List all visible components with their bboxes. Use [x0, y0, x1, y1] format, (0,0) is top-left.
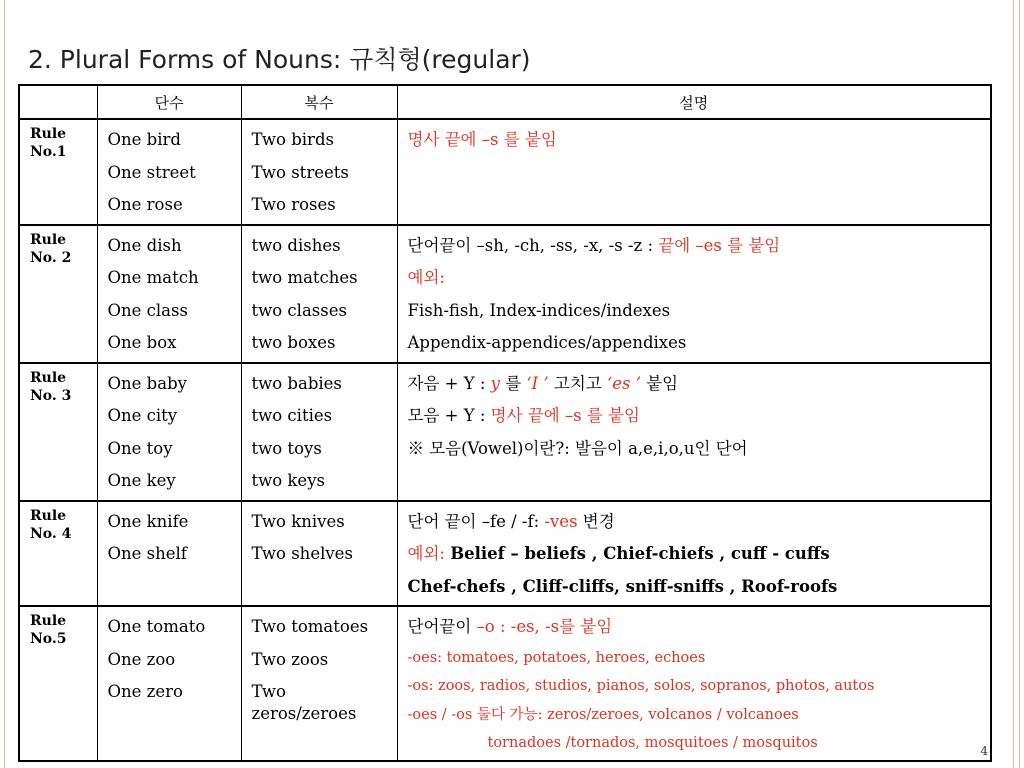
description-line: 명사 끝에 –s 를 붙임: [407, 130, 557, 149]
connector-text: 를: [499, 373, 527, 393]
exception-examples: Chef-chefs , Cliff-cliffs, sniff-sniffs , Roof-roofs: [407, 576, 838, 596]
table-row: [19, 119, 991, 225]
singular-cell: [97, 501, 241, 607]
singular-item: One zoo: [107, 649, 176, 669]
singular-item: One box: [107, 333, 177, 352]
plural-item: two classes: [251, 300, 347, 320]
singular-item: One match: [107, 268, 199, 287]
right-decor-line: [1019, 0, 1020, 768]
connector-text: 고치고: [548, 373, 607, 393]
rule-label-cell: [19, 606, 97, 761]
singular-item: One class: [107, 300, 188, 320]
table-row: [19, 363, 991, 501]
rule-number: No. 2: [30, 249, 72, 266]
singular-item: One shelf: [107, 544, 187, 563]
header-description: 설명: [397, 85, 991, 119]
description-note: ※ 모음(Vowel)이란?: 발음이 a,e,i,o,u인 단어: [407, 438, 748, 458]
table-row: [19, 501, 991, 607]
plural-item: Two shelves: [251, 544, 353, 563]
rule-label: Rule: [30, 369, 67, 386]
rule-label-cell: [19, 363, 97, 501]
singular-cell: [97, 363, 241, 501]
description-cell: [397, 363, 991, 501]
rule-number: No. 4: [30, 525, 72, 542]
singular-item: One zero: [107, 682, 183, 701]
description-line: [408, 400, 985, 433]
plural-item: Two tomatoes: [251, 617, 369, 636]
slide-title: 2. Plural Forms of Nouns: 규칙형(regular): [28, 45, 531, 74]
letter-i: ‘I ’: [526, 373, 549, 393]
rule-condition: 모음 + Y :: [407, 406, 491, 425]
rule-label: Rule: [30, 126, 67, 142]
description-line: [408, 230, 985, 263]
rule-condition: 자음 + Y :: [407, 373, 491, 393]
rule-label-cell: [19, 225, 97, 363]
rule-action: –o : -es, -s를 붙임: [476, 617, 613, 636]
description-cell: [397, 501, 991, 607]
description-cell: [397, 606, 991, 761]
suffix-es: ‘es ’: [606, 373, 641, 393]
description-line: [408, 538, 985, 571]
description-line: Fish-fish, Index-indices/indexes: [407, 300, 671, 320]
rule-label: Rule: [30, 613, 67, 629]
suffix-ves: -ves: [544, 511, 578, 531]
singular-cell: [97, 225, 241, 363]
rule-condition: 단어끝이: [407, 617, 477, 636]
plural-cell: [241, 225, 397, 363]
page-number: 4: [980, 744, 988, 758]
singular-item: One bird: [107, 130, 181, 149]
plural-item: two dishes: [251, 235, 341, 255]
example-line: tornadoes /tornados, mosquitoes / mosquitos: [487, 735, 818, 751]
exception-label: 예외:: [407, 544, 451, 563]
header-rule: [19, 85, 97, 119]
plural-item: two matches: [251, 268, 358, 287]
rule-condition: 단어 끝이 –fe / -f:: [407, 511, 545, 531]
singular-item: One tomato: [107, 617, 206, 636]
plural-item: Two zoos: [251, 649, 329, 669]
singular-item: One toy: [107, 438, 173, 458]
singular-item: One rose: [107, 195, 183, 214]
singular-item: One dish: [107, 235, 182, 255]
plural-item: two boxes: [251, 333, 336, 352]
rule-label-cell: [19, 119, 97, 225]
plural-item: two toys: [251, 438, 322, 458]
example-line: -oes / -os 둘다 가능: zeros/zeroes, volcanos / volcanoes: [407, 706, 799, 723]
rule-action: 끝에 –es 를 붙임: [658, 235, 781, 255]
left-decor-line: [4, 0, 5, 768]
table-header-row: [19, 85, 991, 119]
description-line: [408, 506, 985, 539]
singular-item: One key: [107, 471, 176, 490]
connector-text: 변경: [577, 511, 615, 531]
header-plural: 복수: [241, 85, 397, 119]
plural-item: Two zeros/zeroes: [251, 682, 357, 723]
description-cell: [397, 225, 991, 363]
singular-item: One street: [107, 162, 196, 182]
plural-item: Two birds: [251, 130, 334, 149]
table-row: [19, 225, 991, 363]
singular-item: One baby: [107, 373, 187, 393]
header-singular: 단수: [97, 85, 241, 119]
description-line: [408, 611, 985, 644]
description-line: Appendix-appendices/appendixes: [407, 333, 687, 352]
plural-cell: [241, 363, 397, 501]
exception-examples: Belief – beliefs , Chief-chiefs , cuff - cuffs: [450, 544, 830, 563]
plural-item: two keys: [251, 471, 325, 490]
description-cell: [397, 119, 991, 225]
example-line: -os: zoos, radios, studios, pianos, solos, sopranos, photos, autos: [407, 678, 875, 694]
rule-number: No. 3: [30, 387, 72, 404]
right-decor-line-inner: [1013, 0, 1014, 768]
rule-label: Rule: [30, 231, 67, 248]
plural-cell: [241, 606, 397, 761]
plural-item: Two roses: [251, 195, 336, 214]
rule-number: No.5: [30, 631, 67, 647]
plural-cell: [241, 119, 397, 225]
rule-label: Rule: [30, 507, 67, 524]
plural-rules-table: [18, 84, 992, 762]
plural-item: two cities: [251, 406, 333, 425]
exception-label: 예외:: [407, 268, 445, 287]
plural-cell: [241, 501, 397, 607]
description-line: [408, 368, 985, 401]
singular-cell: [97, 606, 241, 761]
singular-item: One city: [107, 406, 178, 425]
plural-item: two babies: [251, 373, 342, 393]
example-line: -oes: tomatoes, potatoes, heroes, echoes: [407, 649, 706, 666]
letter-y: y: [490, 373, 500, 393]
singular-cell: [97, 119, 241, 225]
connector-text: 붙임: [640, 373, 679, 393]
plural-item: Two knives: [251, 511, 345, 531]
rule-condition: 단어끝이 –sh, -ch, -ss, -x, -s -z :: [407, 235, 659, 255]
rule-number: No.1: [30, 144, 67, 160]
rule-action: 명사 끝에 –s 를 붙임: [490, 406, 640, 425]
singular-item: One knife: [107, 511, 189, 531]
table-row: [19, 606, 991, 761]
rule-label-cell: [19, 501, 97, 607]
plural-item: Two streets: [251, 162, 349, 182]
